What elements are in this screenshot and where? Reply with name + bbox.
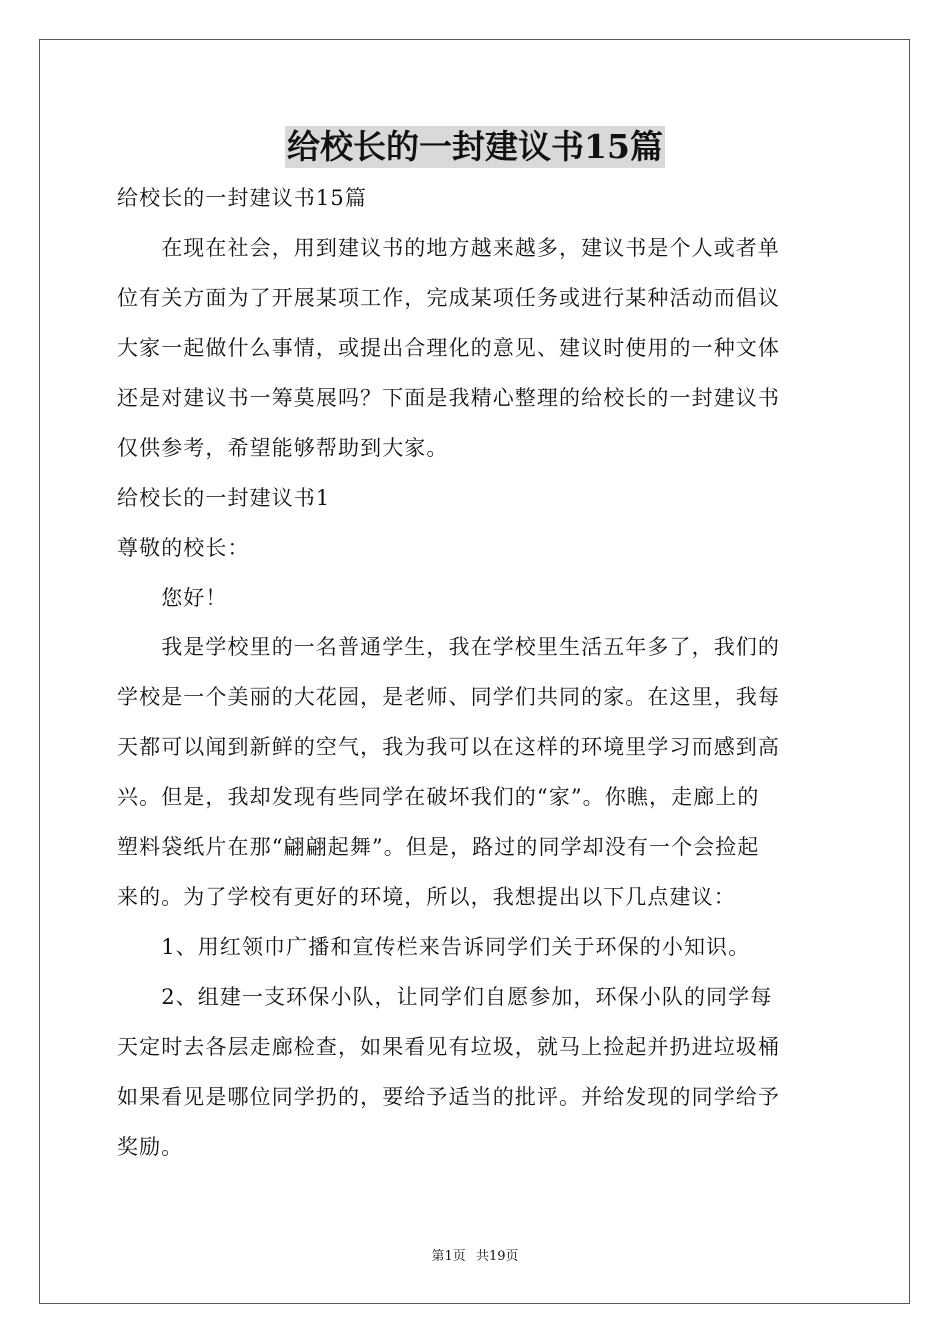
- paragraph-line: 天定时去各层走廊检查，如果看见有垃圾，就马上捡起并扔进垃圾桶: [117, 1035, 780, 1059]
- paragraph-line: 兴。但是，我却发现有些同学在破坏我们的“家”。你瞧，走廊上的: [117, 785, 760, 809]
- page-border: [39, 39, 910, 1304]
- paragraph-line: 在现在社会，用到建议书的地方越来越多，建议书是个人或者单: [117, 236, 780, 260]
- salutation: 尊敬的校长：: [117, 536, 250, 560]
- title-container: [0, 126, 950, 168]
- suggestion-item: 2、组建一支环保小队，让同学们自愿参加，环保小队的同学每: [117, 985, 773, 1009]
- paragraph-line: 奖励。: [117, 1135, 184, 1159]
- subtitle-line: 给校长的一封建议书15篇: [117, 186, 367, 210]
- paragraph-line: 塑料袋纸片在那“翩翩起舞”。但是，路过的同学却没有一个会捡起: [117, 835, 760, 859]
- paragraph-line: 如果看见是哪位同学扔的，要给予适当的批评。并给发现的同学给予: [117, 1085, 780, 1109]
- paragraph-line: 仅供参考，希望能够帮助到大家。: [117, 436, 449, 460]
- paragraph-line: 天都可以闻到新鲜的空气，我为我可以在这样的环境里学习而感到高: [117, 735, 780, 759]
- section-heading: 给校长的一封建议书1: [117, 486, 331, 510]
- greeting: 您好！: [117, 586, 228, 610]
- paragraph-line: 位有关方面为了开展某项工作，完成某项任务或进行某种活动而倡议: [117, 286, 780, 310]
- document-title: 给校长的一封建议书15篇: [287, 127, 663, 166]
- page-number: 第1页: [431, 1249, 466, 1264]
- paragraph-line: 大家一起做什么事情，或提出合理化的意见、建议时使用的一种文体: [117, 336, 780, 360]
- page-footer: [0, 1249, 950, 1265]
- suggestion-item: 1、用红领巾广播和宣传栏来告诉同学们关于环保的小知识。: [117, 935, 751, 959]
- page-total: 共19页: [475, 1249, 519, 1264]
- paragraph-line: 我是学校里的一名普通学生，我在学校里生活五年多了，我们的: [117, 635, 780, 659]
- paragraph-line: 学校是一个美丽的大花园，是老师、同学们共同的家。在这里，我每: [117, 685, 780, 709]
- paragraph-line: 来的。为了学校有更好的环境，所以，我想提出以下几点建议：: [117, 885, 736, 909]
- paragraph-line: 还是对建议书一筹莫展吗？下面是我精心整理的给校长的一封建议书: [117, 386, 780, 410]
